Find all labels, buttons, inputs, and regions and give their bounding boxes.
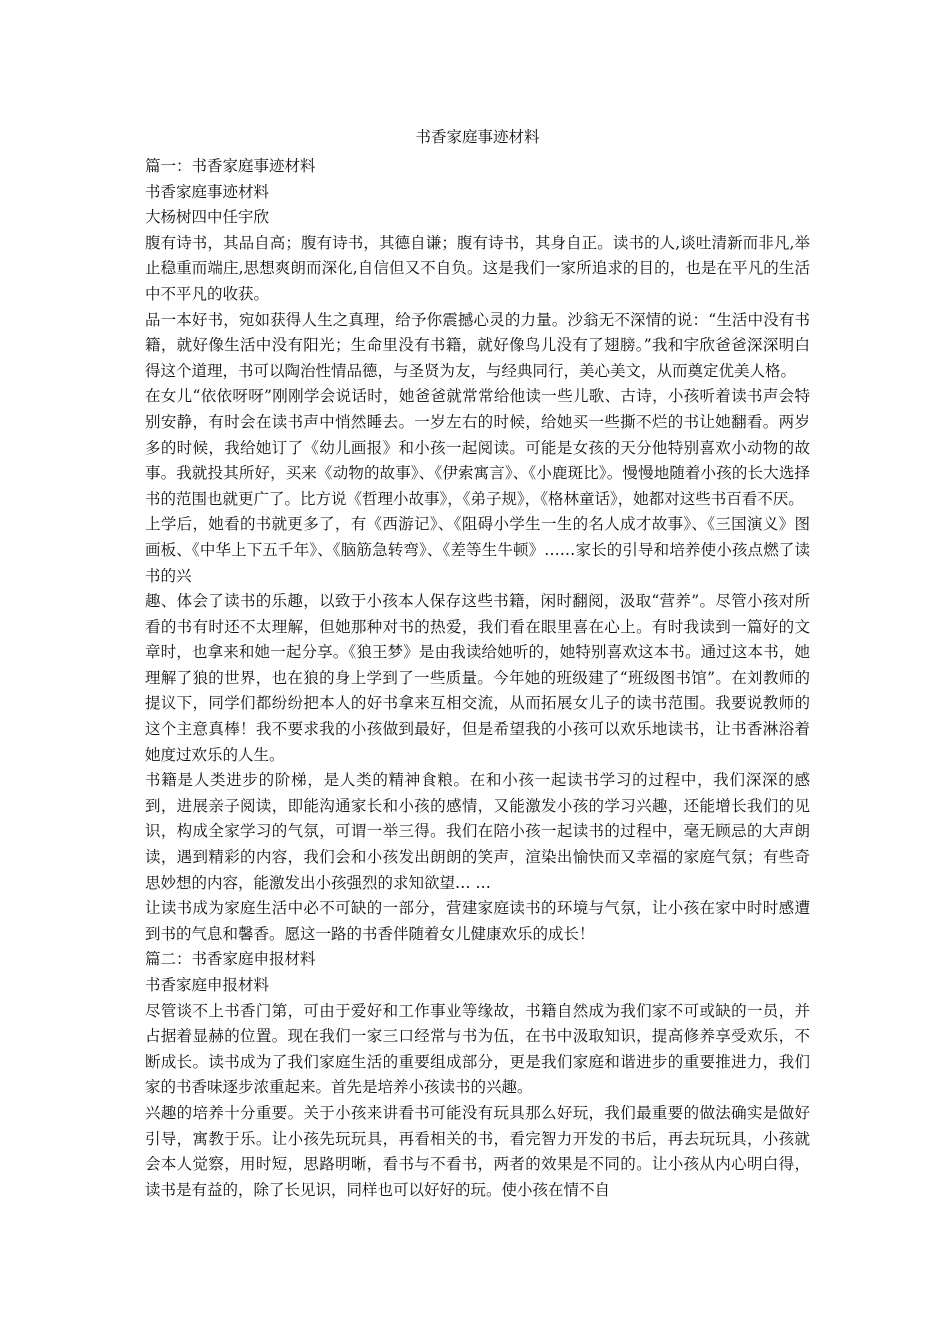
paragraph: 兴趣的培养十分重要。关于小孩来讲看书可能没有玩具那么好玩，我们最重要的做法确实是做好引导，寓教于乐。让小孩先玩玩具，再看相关的书，看完智力开发的书后，再去玩玩具，小孩就会本人觉察，用时短，思路明晰，看书与不看书，两者的效果是不同的。让小孩从内心明白得，读书是有益的，除了长见识，同样也可以好好的玩。使小孩在情不自 [145,1103,810,1199]
section1-heading: 篇一：书香家庭事迹材料 [145,157,316,175]
paragraph: 尽管谈不上书香门第，可由于爱好和工作事业等缘故，书籍自然成为我们家不可或缺的一员，并占据着显赫的位置。现在我们一家三口经常与书为伍，在书中汲取知识，提高修养享受欢乐，不断成长。读书成为了我们家庭生活的重要组成部分，更是我们家庭和谐进步的重要推进力，我们家的书香味逐步浓重起来。首先是培养小孩读书的兴趣。 [145,1001,810,1097]
section2-heading: 篇二：书香家庭申报材料 [145,950,316,969]
section1-subtitle: 书香家庭事迹材料 [145,182,270,201]
paragraph: 书籍是人类进步的阶梯，是人类的精神食粮。在和小孩一起读书学习的过程中，我们深深的感到，进展亲子阅读，即能沟通家长和小孩的感情，又能激发小孩的学习兴趣，还能增长我们的见识，构成全家学习的气氛，可谓一举三得。我们在陪小孩一起读书的过程中，毫无顾忌的大声朗读，遇到精彩的内容，我们会和小孩发出朗朗的笑声，渲染出愉快而又幸福的家庭气氛；有些奇思妙想的内容，能激发出小孩强烈的求知欲望… … [145,771,810,892]
paragraph: 腹有诗书，其品自高；腹有诗书，其德自谦；腹有诗书，其身自正。读书的人,谈吐清新而非凡,举止稳重而端庄,思想爽朗而深化,自信但又不自负。这是我们一家所追求的目的，也是在平凡的生活中不平凡的收获。 [145,233,810,303]
section1-author: 大杨树四中任宇欣 [145,208,270,227]
paragraph: 品一本好书，宛如获得人生之真理，给予你震撼心灵的力量。沙翁无不深情的说：“生活中没有书籍，就好像生活中没有阳光；生命里没有书籍，就好像鸟儿没有了翅膀。”我和宇欣爸爸深深明白得这个道理，书可以陶治性情品德，与圣贤为友，与经典同行，美心美文，从而奠定优美人格。 [145,310,810,380]
paragraph: 在女儿“依依呀呀”刚刚学会说话时，她爸爸就常常给他读一些儿歌、古诗，小孩听着读书声会特别安静，有时会在读书声中悄然睡去。一岁左右的时候，给她买一些撕不烂的书让她翻看。两岁多的时候，我给她订了《幼儿画报》和小孩一起阅读。可能是女孩的天分他特别喜欢小动物的故事。我就投其所好，买来《动物的故事》、《伊索寓言》、《小鹿斑比》。慢慢地随着小孩的长大选择书的范围也就更广了。比方说《哲理小故事》，《弟子规》，《格林童话》，她都对这些书百看不厌。 [145,387,810,508]
paragraph: 让读书成为家庭生活中必不可缺的一部分，营建家庭读书的环境与气氛，让小孩在家中时时感遭到书的气息和馨香。愿这一路的书香伴随着女儿健康欢乐的成长！ [145,899,810,943]
paragraph: 趣、体会了读书的乐趣，以致于小孩本人保存这些书籍，闲时翻阅，汲取“营养”。尽管小孩对所看的书有时还不太理解，但她那种对书的热爱，我们看在眼里喜在心上。有时我读到一篇好的文章时，也拿来和她一起分享。《狼王梦》是由我读给她听的，她特别喜欢这本书。通过这本书，她理解了狼的世界，也在狼的身上学到了一些质量。今年她的班级建了“班级图书馆”。在刘教师的提议下，同学们都纷纷把本人的好书拿来互相交流，从而拓展女儿子的读书范围。我要说教师的这个主意真棒！我不要求我的小孩做到最好，但是希望我的小孩可以欢乐地读书，让书香淋浴着她度过欢乐的人生。 [145,592,810,764]
section2-subtitle: 书香家庭申报材料 [145,976,270,994]
paragraph: 上学后，她看的书就更多了，有《西游记》、《阻碍小学生一生的名人成才故事》、《三国演义》图画板、《中华上下五千年》、《脑筋急转弯》、《差等生牛顿》……家长的引导和培养使小孩点燃了读书的兴 [145,515,810,585]
document-body [145,121,810,1203]
document-title: 书香家庭事迹材料 [415,128,540,146]
